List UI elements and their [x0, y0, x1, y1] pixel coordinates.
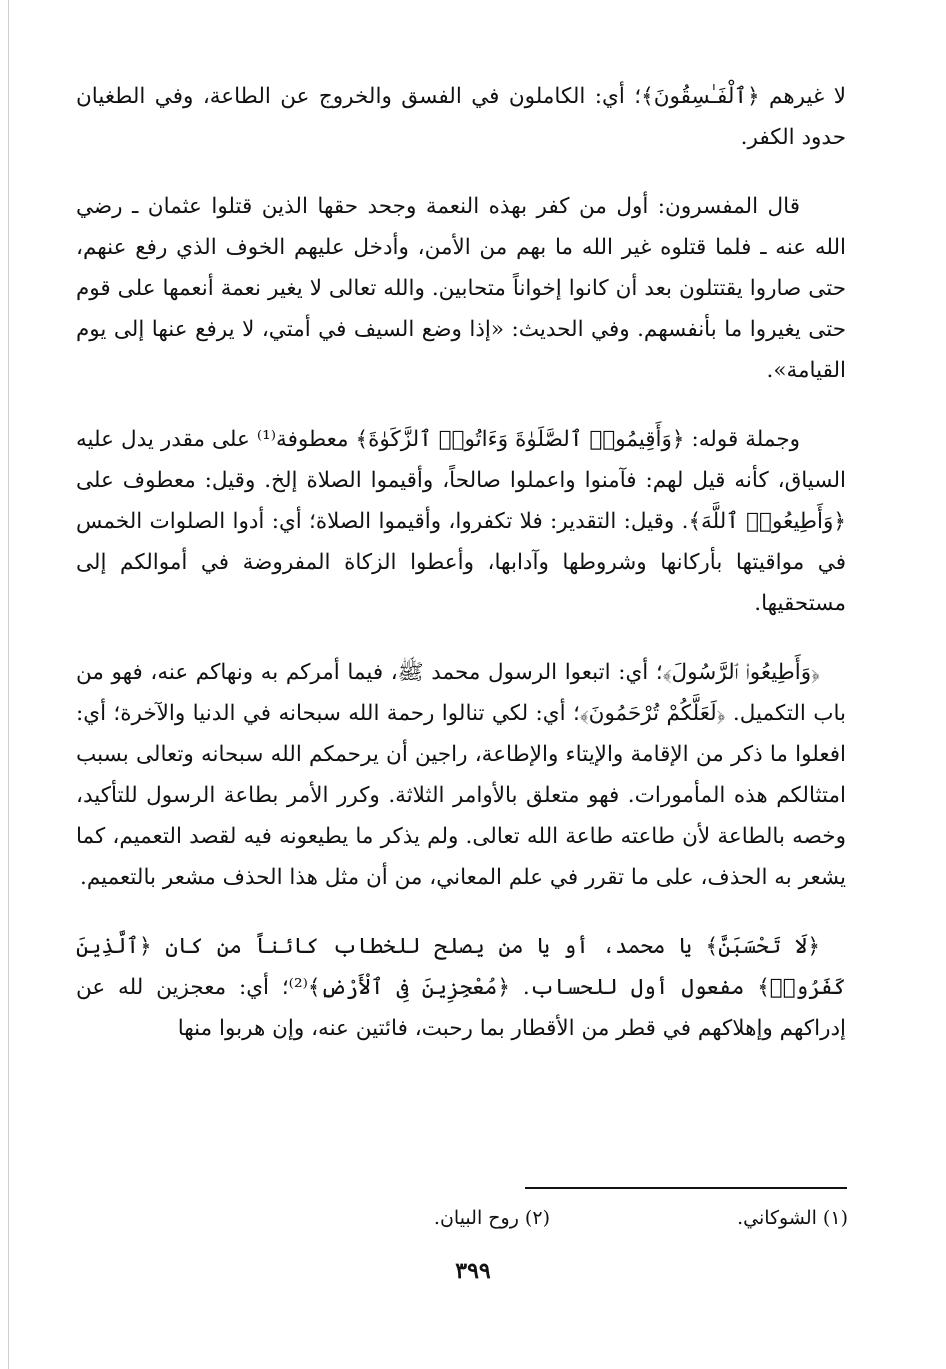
- footnote-2: (٢) روح البيان.: [433, 1207, 550, 1229]
- paragraph-2: قال المفسرون: أول من كفر بهذه النعمة وجحد حقها الذين قتلوا عثمان ـ رضي الله عنه ـ فلما قتلوه غير الله ما بهم من الأمن، وأدخل عليهم الخوف الذي رفع عنهم، حتى صاروا يقتتلون بعد أن كانوا إخواناً متحابين. والله تعالى لا يغير نعمة أنعمها على قوم حتى يغيروا ما بأنفسهم. وفي الحديث: «إذا وضع السيف في أمتي، لا يرفع عنها إلى يوم القيامة».: [76, 194, 846, 383]
- page-number: ٣٩٩: [455, 1258, 491, 1284]
- page-edge-line: [8, 0, 9, 1369]
- main-text: [76, 76, 846, 1077]
- paragraph-3: وجملة قوله: ﴿وَأَقِيمُوا۟ ٱلصَّلَوٰةَ وَءَاتُوا۟ ٱلزَّكَوٰةَ﴾ معطوفة⁽¹⁾ على مقدر يدل عليه السياق، كأنه قيل لهم: فآمنوا واعملوا صالحاً، وأقيموا الصلاة إلخ. وقيل: معطوف على ﴿وَأَطِيعُوا۟ ٱللَّهَ﴾. وقيل: التقدير: فلا تكفروا، وأقيموا الصلاة؛ أي: أدوا الصلوات الخمس في مواقيتها بأركانها وشروطها وآدابها، وأعطوا الزكاة المفروضة في أموالكم إلى مستحقيها.: [76, 427, 846, 616]
- footnote-1: (١) الشوكاني.: [737, 1207, 848, 1229]
- paragraph-4: ﴿وَأَطِيعُوا۟ ٱلرَّسُولَ﴾؛ أي: اتبعوا الرسول محمد ﷺ، فيما أمركم به ونهاكم عنه، فهو من باب التكميل. ﴿لَعَلَّكُمْ تُرْحَمُونَ﴾؛ أي: لكي تنالوا رحمة الله سبحانه في الدنيا والآخرة؛ أي: افعلوا ما ذكر من الإقامة والإيتاء والإطاعة، راجين أن يرحمكم الله سبحانه وتعالى بسبب امتثالكم هذه المأمورات. فهو متعلق بالأوامر الثلاثة. وكرر الأمر بطاعة الرسول للتأكيد، وخصه بالطاعة لأن طاعته طاعة الله تعالى. ولم يذكر ما يطيعونه فيه لقصد التعميم، كما يشعر به الحذف، على ما تقرر في علم المعاني، من أن مثل هذا الحذف مشعر بالتعميم.: [76, 660, 846, 890]
- paragraph-1: لا غيرهم ﴿ٱلْفَـٰسِقُونَ﴾؛ أي: الكاملون في الفسق والخروج عن الطاعة، وفي الطغيان حدود الكفر.: [76, 84, 846, 150]
- paragraph-5: ﴿لَا تَحْسَبَنَّ﴾ يا محمد، أو يا من يصلح للخطاب كائناً من كان ﴿ٱلَّذِينَ كَفَرُوا۟﴾ مفعول أول للحساب. ﴿مُعْجِزِينَ فِى ٱلْأَرْضِ﴾⁽²⁾؛ أي: معجزين لله عن إدراكهم وإهلاكهم في قطر من الأقطار بما رحبت، فائتين عنه، وإن هربوا منها: [76, 934, 846, 1041]
- footnote-separator: [525, 1187, 847, 1189]
